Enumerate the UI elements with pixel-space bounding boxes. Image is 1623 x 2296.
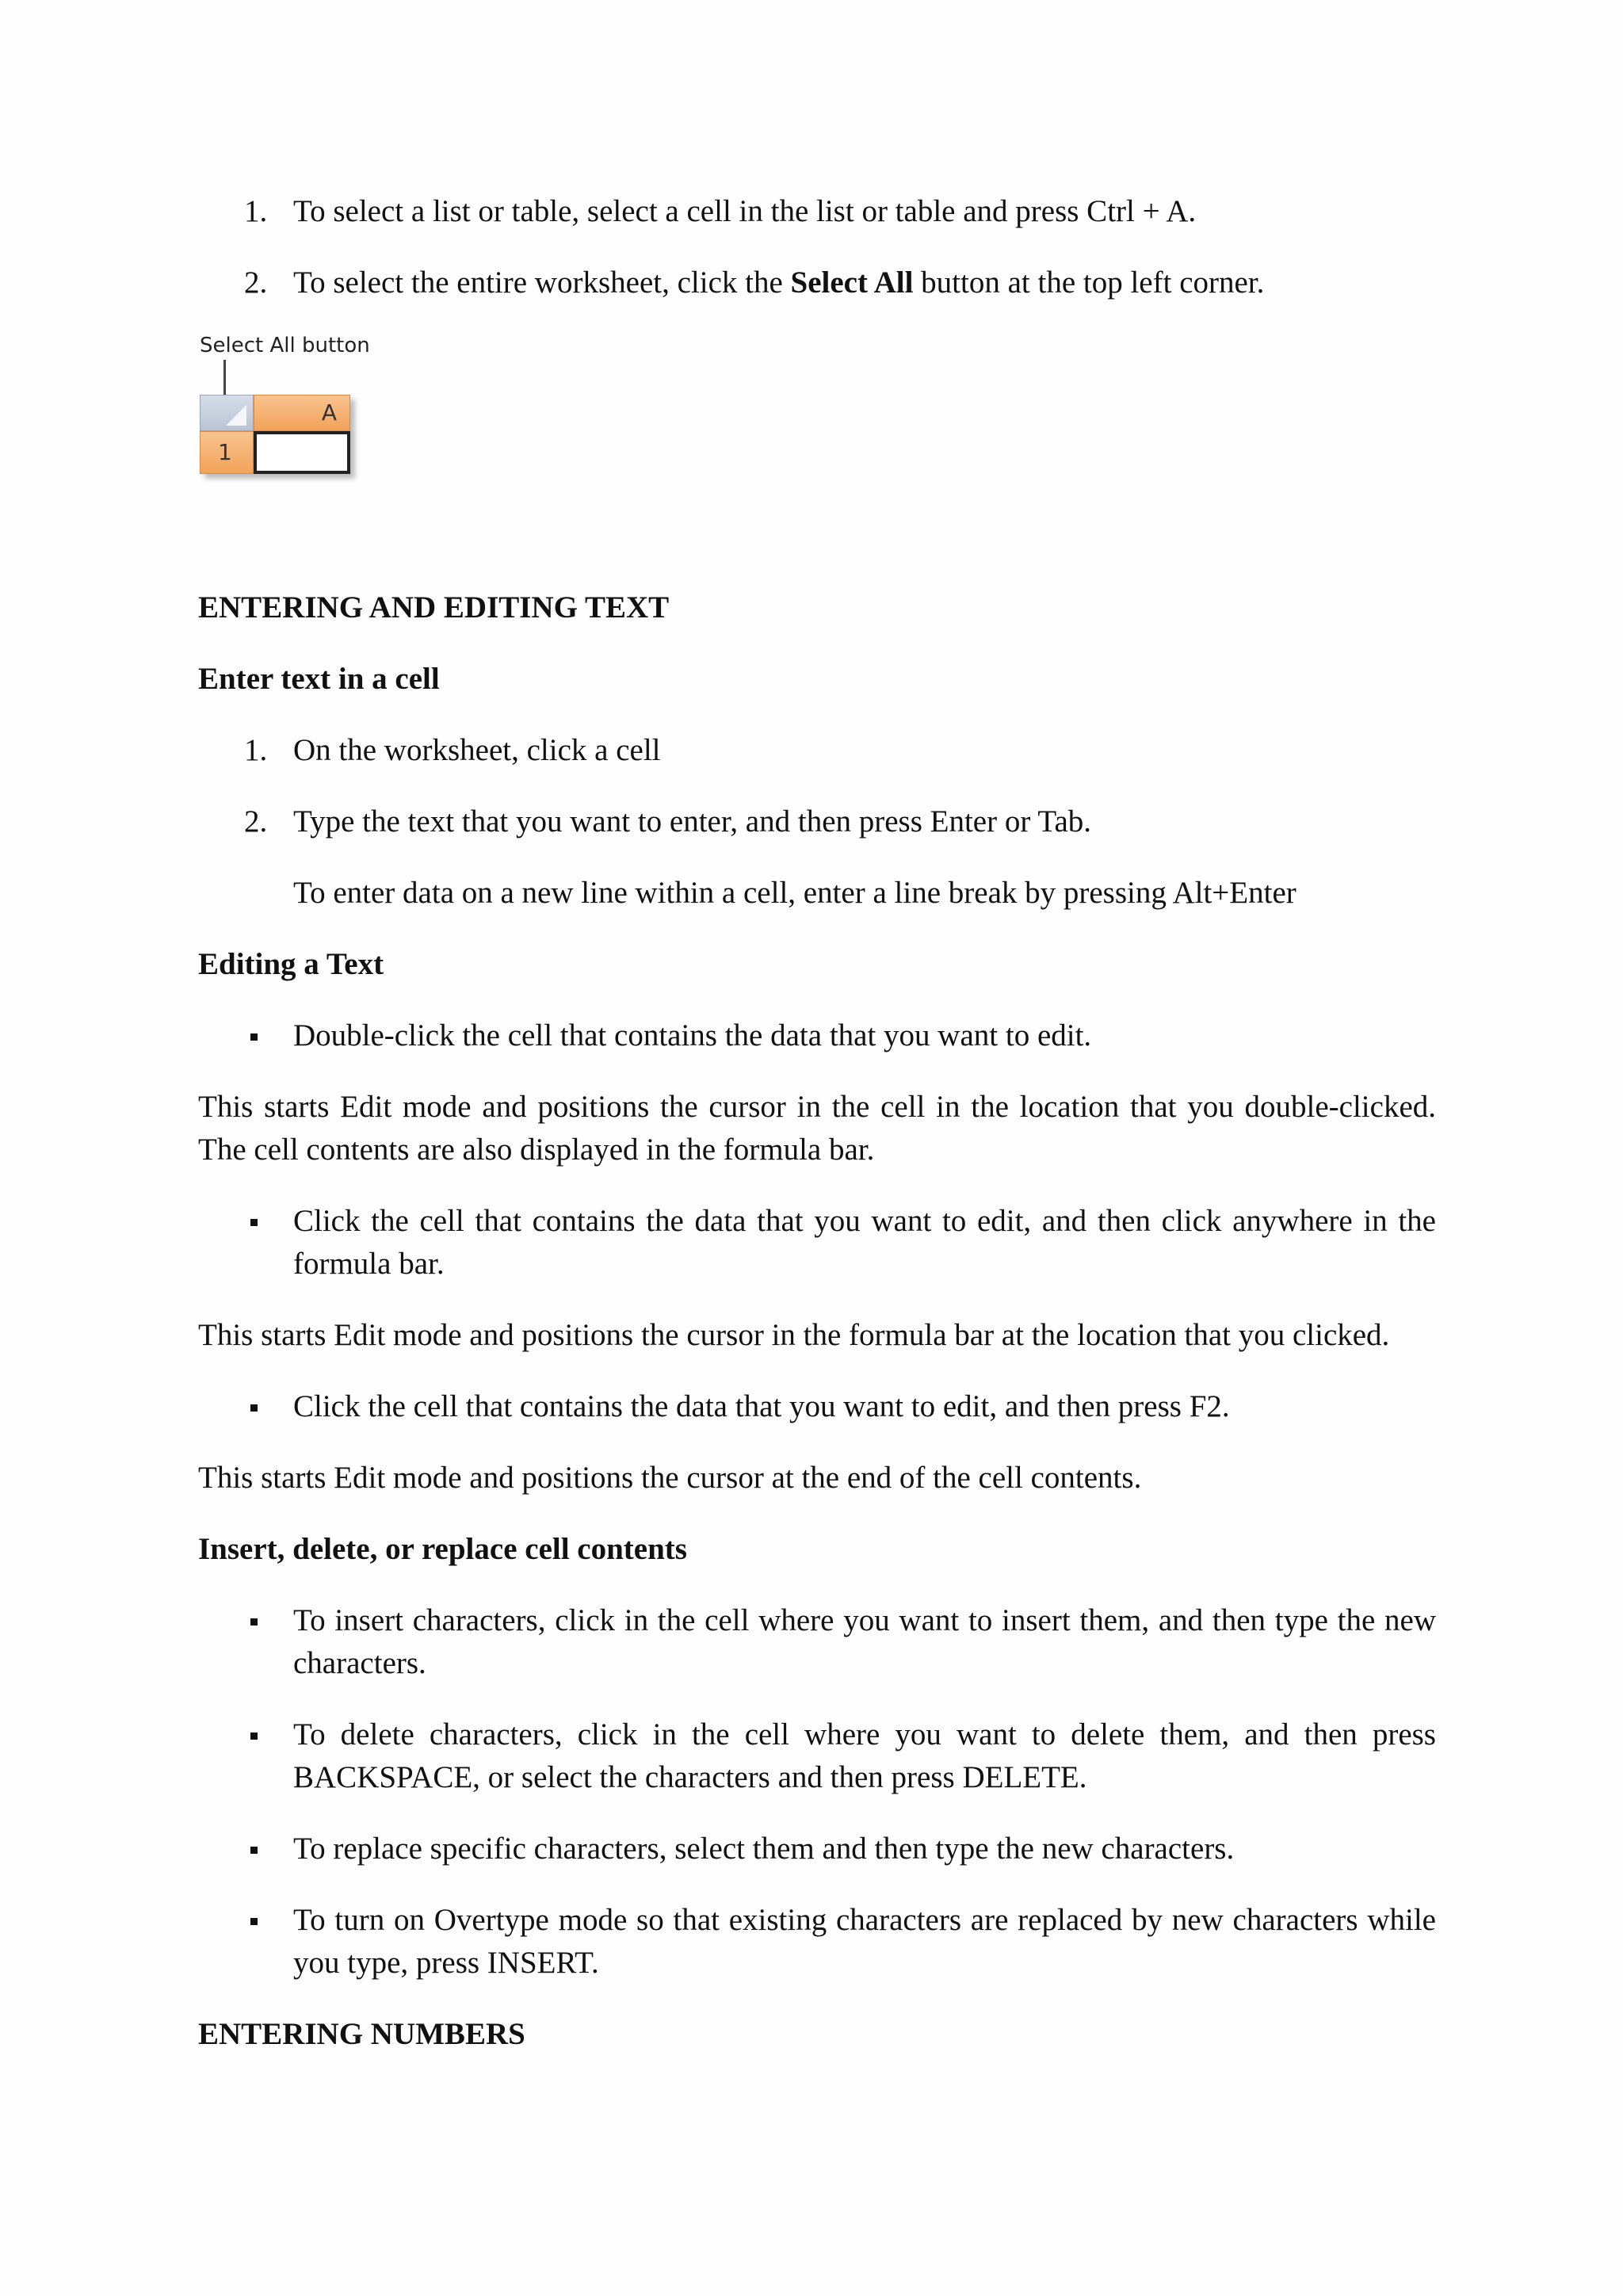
bullet-text: To turn on Overtype mode so that existing characters are replaced by new characters while you type, press INSERT.: [293, 1903, 1436, 1980]
figure-label: Select All button: [200, 334, 370, 357]
list-number: 2.: [244, 266, 268, 300]
row-header: 1: [200, 431, 254, 474]
bullet-item: [198, 1713, 1436, 1799]
section-title: ENTERING AND EDITING TEXT: [198, 590, 670, 625]
bullet-item: [198, 1899, 1436, 1985]
paragraph: This starts Edit mode and positions the cursor in the formula bar at the location that you clicked.: [198, 1318, 1390, 1352]
list-text-pre: To select the entire worksheet, click the: [293, 266, 791, 300]
paragraph: This starts Edit mode and positions the cursor at the end of the cell contents.: [198, 1461, 1142, 1495]
bullet-text: Click the cell that contains the data that you want to edit, and then press F2.: [293, 1389, 1230, 1423]
list-number: 1.: [244, 733, 268, 767]
list-text: [293, 262, 1436, 304]
subheading: Editing a Text: [198, 947, 384, 981]
column-header: A: [254, 395, 350, 431]
bullet-marker: [244, 1899, 293, 1985]
list-text: To select a list or table, select a cell in the list or table and press Ctrl + A.: [293, 194, 1197, 228]
list-text: Type the text that you want to enter, and then press Enter or Tab.: [293, 804, 1092, 839]
subheading: Insert, delete, or replace cell contents: [198, 1532, 687, 1566]
bullet-marker: [244, 1200, 293, 1286]
bullet-marker: [244, 1014, 293, 1057]
list-number: 1.: [244, 194, 268, 228]
spreadsheet-corner: [200, 395, 350, 474]
bullet-text: To insert characters, click in the cell where you want to insert them, and then type the new characters.: [293, 1603, 1436, 1680]
bullet-marker: [244, 1713, 293, 1799]
bullet-item: [198, 1599, 1436, 1685]
list-item: [198, 262, 1436, 304]
list-text-post: button at the top left corner.: [913, 266, 1265, 300]
bullet-text: To delete characters, click in the cell where you want to delete them, and then press BACKSPACE, or select the characters and then press DELETE.: [293, 1717, 1436, 1794]
list-item: [198, 190, 1436, 233]
bullet-text: Double-click the cell that contains the data that you want to edit.: [293, 1018, 1092, 1052]
list-item: [198, 729, 1436, 772]
bullet-item: [198, 1828, 1436, 1870]
bullet-marker: [244, 1828, 293, 1870]
figure-leader-line: [223, 360, 226, 395]
select-all-term: Select All: [790, 266, 914, 300]
bullet-item: [198, 1385, 1436, 1428]
cell: [254, 431, 350, 474]
select-all-triangle-icon[interactable]: [200, 395, 254, 431]
bullet-text: To replace specific characters, select them and then type the new characters.: [293, 1832, 1235, 1866]
list-item: [198, 800, 1436, 843]
note-text: To enter data on a new line within a cell, enter a line break by pressing Alt+Enter: [293, 876, 1296, 910]
list-number: 2.: [244, 804, 268, 839]
bullet-marker: [244, 1599, 293, 1685]
select-all-figure: [200, 333, 390, 491]
subheading: Enter text in a cell: [198, 662, 440, 696]
bullet-marker: [244, 1385, 293, 1428]
bullet-text: Click the cell that contains the data that you want to edit, and then click anywhere in the formula bar.: [293, 1204, 1436, 1281]
bullet-item: [198, 1200, 1436, 1286]
list-text: On the worksheet, click a cell: [293, 733, 661, 767]
paragraph: This starts Edit mode and positions the cursor in the cell in the location that you double-clicked. The cell contents are also displayed in the formula bar.: [198, 1090, 1436, 1167]
bullet-item: [198, 1014, 1436, 1057]
section-title: ENTERING NUMBERS: [198, 2017, 525, 2051]
